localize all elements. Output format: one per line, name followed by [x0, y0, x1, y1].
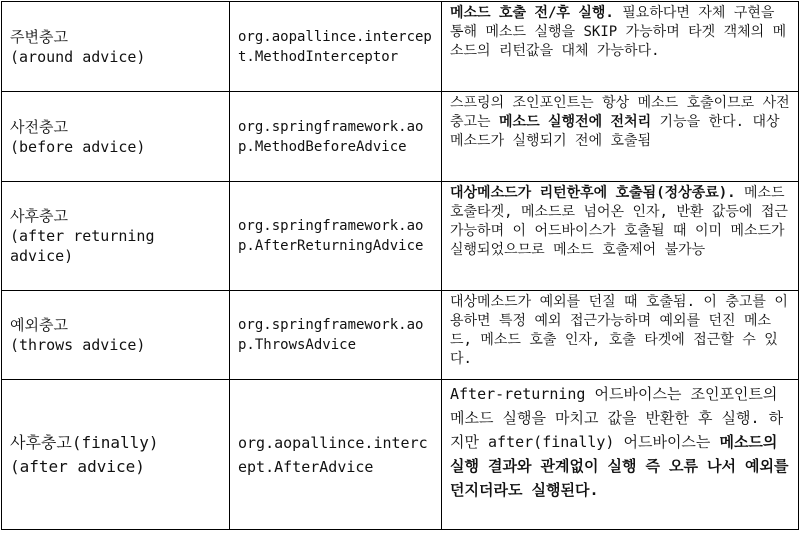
description-text: After-returning 어드바이스는 조인포인트의 메소드 실행을 마치고 값을 반환한 후 실행. 하지만 after(finally) 어드바이스는 — [450, 385, 784, 451]
advice-type-cell — [2, 92, 230, 182]
advice-description — [442, 380, 799, 530]
advice-interface: org.springframework.aop.AfterReturningAdvice — [230, 182, 442, 291]
advice-table-body — [2, 2, 799, 530]
advice-name-ko: 사후충고 — [10, 207, 68, 225]
advice-interface: org.springframework.aop.MethodBeforeAdvice — [230, 92, 442, 182]
advice-name-en: (throws advice) — [10, 336, 146, 354]
advice-type-cell — [2, 291, 230, 380]
advice-interface: org.aopallince.intercept.AfterAdvice — [230, 380, 442, 530]
advice-name-ko: 사후충고(finally) — [10, 432, 159, 452]
advice-name-en: (after returning advice) — [10, 227, 155, 265]
advice-type-cell — [2, 380, 230, 530]
advice-name-ko: 예외충고 — [10, 316, 68, 334]
advice-name-ko: 주변충고 — [10, 27, 68, 46]
advice-types-table — [1, 1, 799, 530]
advice-name-en: (before advice) — [10, 137, 146, 156]
description-text: 메소드 호출타겟, 메소드로 넘어온 인자, 반환 값등에 접근가능하며 이 어드바이스가 호출될 때 이미 메소드가 실행되었으므로 메소드 호출제어 불가능 — [450, 185, 788, 258]
advice-interface: org.aopallince.intercept.MethodInterceptor — [230, 2, 442, 92]
description-emphasis: 메소드의 실행 결과와 관계없이 실행 즉 오류 나서 예외를 던지더라도 실행된다. — [450, 433, 789, 499]
table-row-before-advice — [2, 92, 799, 182]
advice-description — [442, 291, 799, 380]
table-row-around-advice — [2, 2, 799, 92]
description-text: 스프링의 조인포인트는 항상 메소드 호출이므로 사전충고는 — [450, 95, 790, 130]
description-text: 기능을 한다. 대상메소드가 실행되기 전에 호출됨 — [450, 114, 780, 149]
description-emphasis: 메소드 호출 전/후 실행. — [450, 5, 614, 21]
advice-interface: org.springframework.aop.ThrowsAdvice — [230, 291, 442, 380]
description-emphasis: 메소드 실행전에 전처리 — [499, 114, 652, 130]
advice-name-en: (after advice) — [10, 456, 145, 476]
description-text: 필요하다면 자체 구현을 통해 메소드 실행을 SKIP 가능하며 타겟 객체의 메소드의 리턴값을 대체 가능하다. — [450, 5, 787, 59]
description-emphasis: 대상메소드가 리턴한후에 호출됨(정상종료). — [450, 185, 736, 201]
advice-name-en: (around advice) — [10, 47, 146, 66]
advice-description — [442, 182, 799, 291]
table-row-after-returning-advice — [2, 182, 799, 291]
table-row-throws-advice — [2, 291, 799, 380]
table-row-after-advice — [2, 380, 799, 530]
advice-description — [442, 2, 799, 92]
advice-type-cell — [2, 182, 230, 291]
advice-description — [442, 92, 799, 182]
description-text: 대상메소드가 예외를 던질 때 호출됨. 이 충고를 이용하면 특정 예외 접근가능하며 예외를 던진 메소드, 메소드 호출 인자, 호출 타겟에 접근할 수 있다. — [450, 294, 788, 367]
advice-type-cell — [2, 2, 230, 92]
advice-name-ko: 사전충고 — [10, 117, 68, 136]
